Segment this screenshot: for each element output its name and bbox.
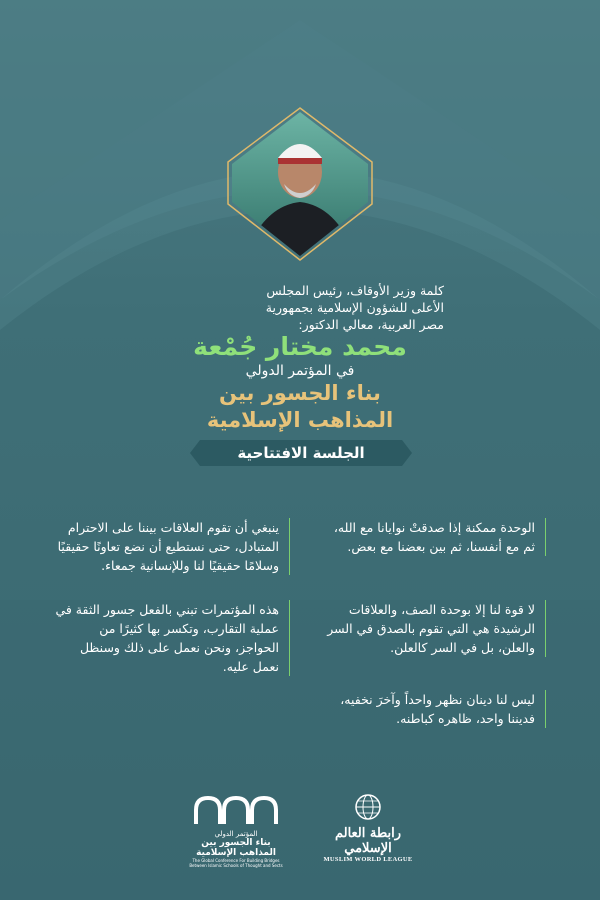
quote-right-3: ليس لنا دينان نظهر واحداً وآخرَ نخفيه، فديننا واحد، ظاهره كباطنه. [320, 690, 546, 728]
speaker-portrait [222, 106, 378, 262]
arches-icon [186, 792, 286, 826]
quote-right-1: الوحدة ممكنة إذا صدقتْ نوايانا مع الله، ثم مع أنفسنا، ثم بين بعضنا مع بعض. [320, 518, 546, 556]
quote-left-1: ينبغي أن تقوم العلاقات بيننا على الاحترام المتبادل، حتى نستطيع أن نضع تعاونًا حقيقيًا وسلامًا حقيقيًا لنا وللإنسانية جمعاء. [54, 518, 290, 575]
mwl-arabic-name: رابطة العالم الإسلامي [334, 826, 402, 856]
quote-right-2: لا قوة لنا إلا بوحدة الصف، والعلاقات الرشيدة هي التي تقوم بالصدق في السر والعلن، بل في السر كالعلن. [320, 600, 546, 657]
session-banner [190, 440, 412, 466]
conference-logo-pre: المؤتمر الدولي [214, 830, 258, 838]
conference-logo [186, 792, 286, 868]
globe-emblem-icon [353, 792, 383, 822]
intro-text [160, 282, 444, 333]
conference-logo-en1: The Global Conference For Building Bridges [192, 858, 280, 863]
mwl-english-name: MUSLIM WORLD LEAGUE [323, 856, 413, 863]
conference-logo-line2: المذاهب الإسلامية [196, 848, 276, 858]
intro-line: الأعلى للشؤون الإسلامية بجمهورية [265, 300, 444, 315]
conference-logo-line1: بناء الجسور بين [201, 838, 271, 848]
conference-logo-en2: Between Islamic Schools of Thought and Sects [189, 863, 283, 868]
session-label: الجلسة الافتتاحية [237, 444, 365, 462]
conference-title-line: المذاهب الإسلامية [206, 408, 394, 432]
conference-title [120, 380, 480, 434]
speaker-name: محمد مختار جُمْعة [193, 332, 407, 361]
intro-line: مصر العربية، معالي الدكتور: [298, 317, 444, 332]
intro-line: كلمة وزير الأوقاف، رئيس المجلس [266, 283, 444, 298]
quote-left-2: هذه المؤتمرات تبني بالفعل جسور الثقة في عملية التقارب، وتكسر بها كثيرًا من الحواجز، ونحن نعمل على ذلك وسنظل نعمل عليه. [54, 600, 290, 676]
mwl-logo [318, 792, 418, 863]
conference-prefix: في المؤتمر الدولي [245, 363, 355, 379]
conference-title-line: بناء الجسور بين [219, 381, 381, 405]
